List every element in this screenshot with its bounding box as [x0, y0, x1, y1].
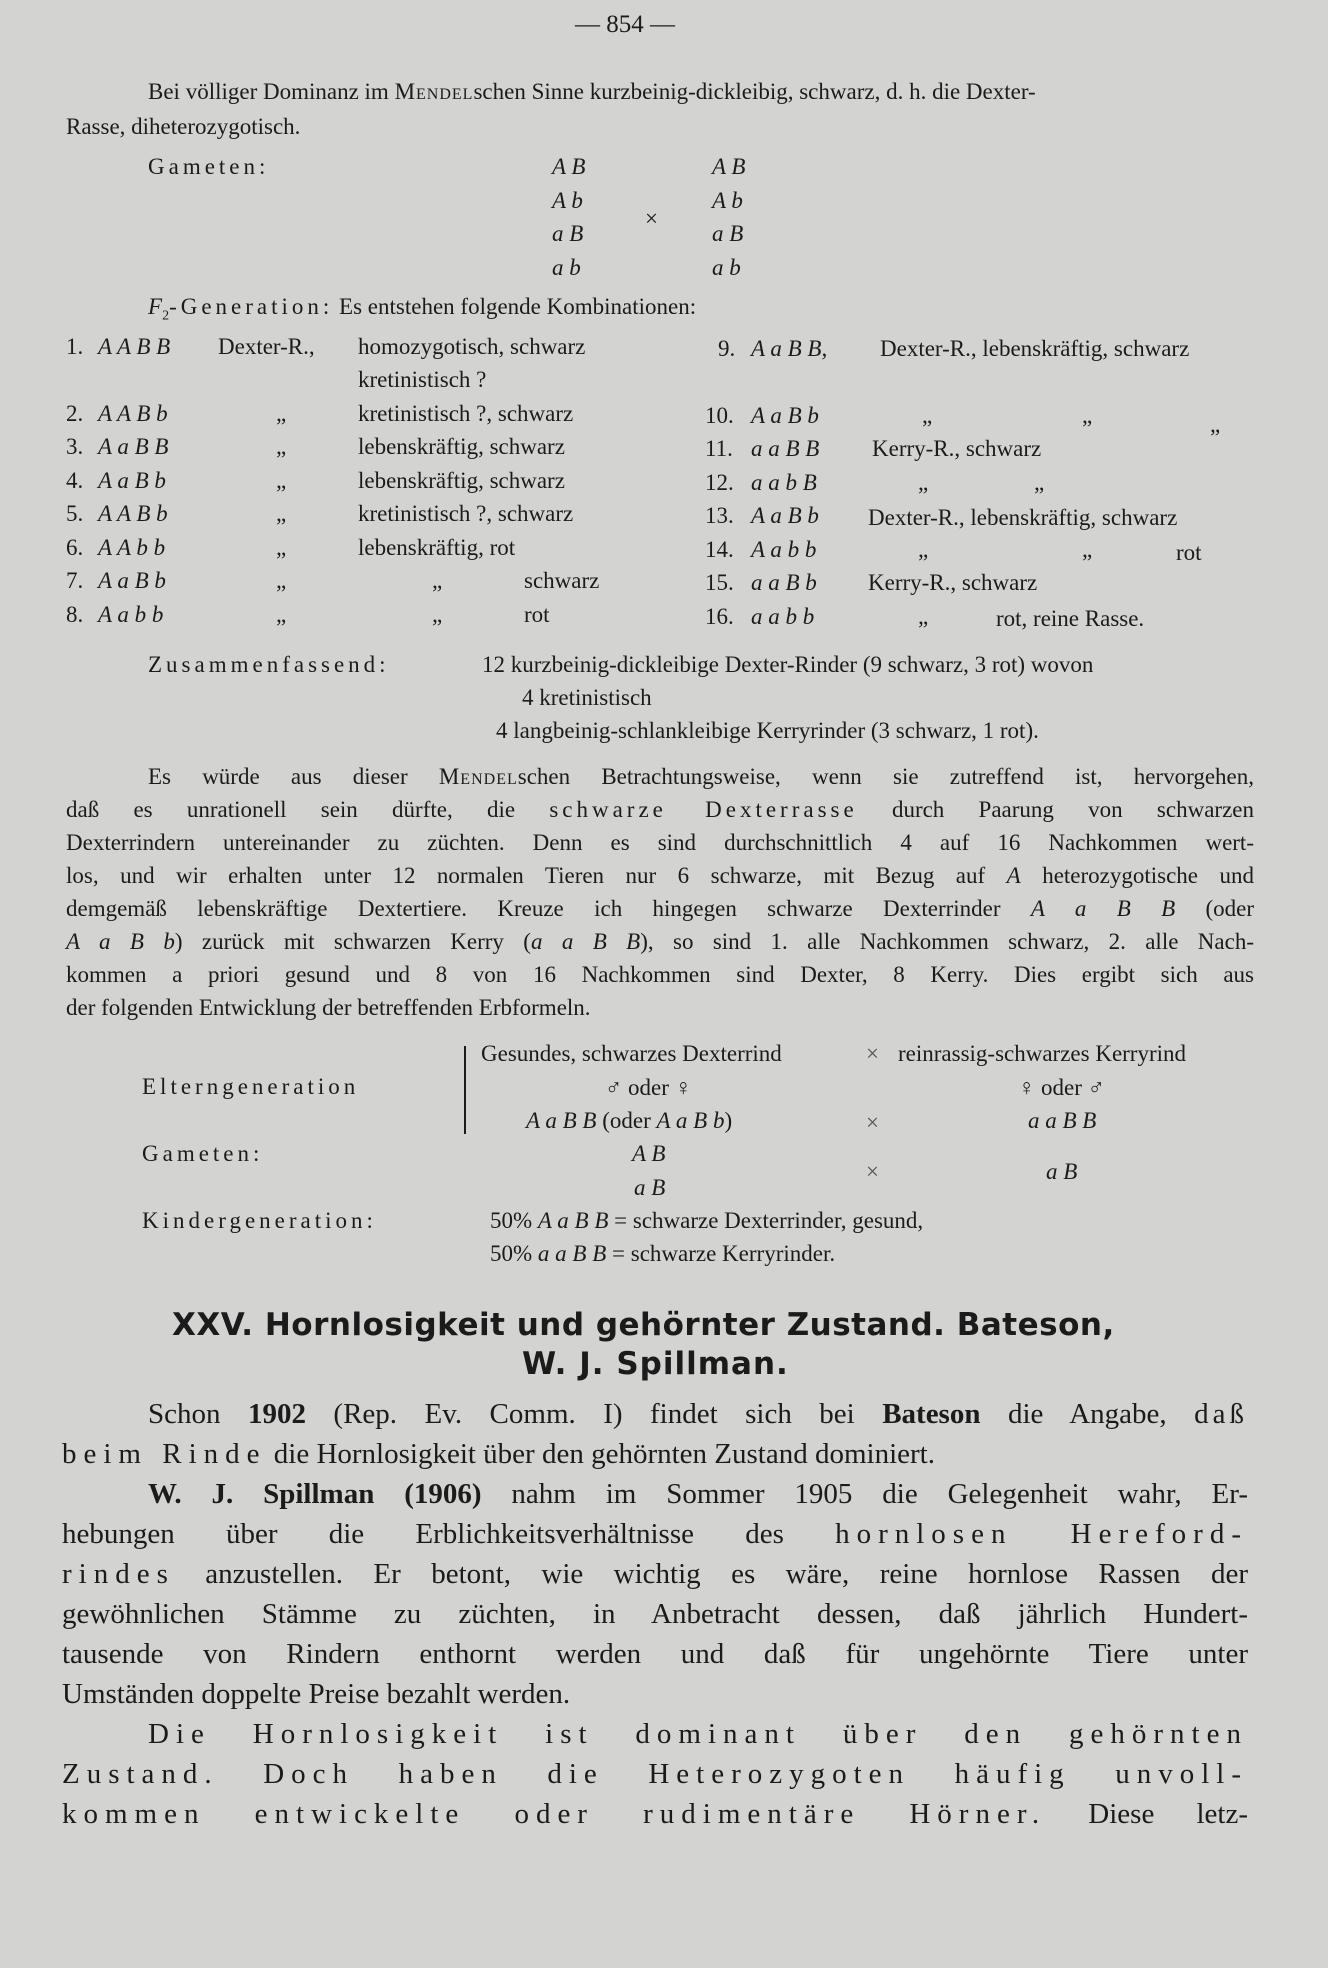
intro-text: schen Sinne kurzbeinig-dickleibig, schwarz, d. h. die Dexter- — [473, 79, 1036, 104]
combo-genotype: A a B b — [751, 403, 819, 428]
gamete-left-2: A b — [552, 188, 583, 213]
combo-desc: Dexter-R., lebenskräftig, schwarz — [880, 336, 1190, 361]
para-line — [148, 1714, 1248, 1754]
text: hebungen über die Erblichkeitsverhältnisse des — [62, 1518, 836, 1550]
genotype: A a B b — [66, 929, 175, 954]
summary-label: Zusammenfassend: — [148, 652, 390, 677]
gamete-right-4: a b — [712, 255, 741, 280]
text: ) zurück mit schwarzen Kerry ( — [174, 929, 531, 954]
combo-desc: lebenskräftig, schwarz — [358, 468, 565, 493]
year: 1902 — [247, 1398, 306, 1430]
genotype: a a B B — [537, 1241, 607, 1266]
combo-desc: homozygotisch, schwarz — [358, 334, 586, 359]
summary-line-3: 4 langbeinig-schlankleibige Kerryrinder (3 schwarz, 1 rot). — [496, 718, 1039, 743]
para-line — [148, 1474, 1248, 1514]
combo-desc: Kerry-R., schwarz — [872, 436, 1042, 461]
gamete-right: a B — [1046, 1159, 1078, 1184]
para-line — [62, 1594, 1248, 1634]
text: anzustellen. Er betont, wie wichtig es wäre, reine hornlose Rassen der — [174, 1558, 1248, 1590]
text: (oder — [596, 1108, 657, 1133]
combo-genotype: a a B b — [751, 570, 817, 595]
text: Diese letz- — [1046, 1798, 1248, 1830]
combo-genotype: A A B b — [98, 401, 168, 426]
spaced-text: schwarze Dexterrasse — [549, 797, 858, 822]
combo-genotype: A a B b — [98, 468, 166, 493]
spaced-text: rindes — [62, 1558, 175, 1590]
combo-genotype: A a B b — [751, 503, 819, 528]
f2-heading — [148, 292, 696, 332]
ditto-mark: „ — [432, 568, 443, 593]
combo-number: 15. — [705, 570, 734, 595]
text: schen Betrachtungsweise, wenn sie zutreffend ist, hervorgehen, — [517, 764, 1254, 789]
ditto-mark: „ — [1034, 470, 1045, 495]
f2-f: F — [148, 294, 163, 319]
combo-desc: kretinistisch ?, schwarz — [358, 401, 574, 426]
combo-number: 11. — [705, 436, 733, 461]
ditto-mark: „ — [1082, 403, 1093, 428]
gametes-label: Gameten: — [148, 154, 270, 179]
text: Es würde aus dieser — [148, 764, 439, 789]
para-line — [148, 1394, 1248, 1434]
text: Schon — [148, 1398, 248, 1430]
intro-line-2: Rasse, diheterozygotisch. — [66, 114, 301, 139]
genotype: a a B B — [530, 929, 641, 954]
para-line: Umständen doppelte Preise bezahlt werden. — [62, 1678, 571, 1710]
text: kommen a priori gesund und 8 von 16 Nachkommen sind Dexter, 8 Kerry. Dies ergibt sich aus — [66, 962, 1254, 987]
para-line — [62, 1634, 1248, 1674]
ditto-mark: „ — [276, 434, 287, 459]
combo-desc: Kerry-R., schwarz — [868, 570, 1038, 595]
text: = schwarze Kerryrinder. — [612, 1241, 836, 1266]
intro-line-1 — [148, 77, 1036, 107]
cross-sign: × — [866, 1110, 879, 1135]
text: (oder — [1175, 896, 1255, 921]
combo-desc: schwarz — [524, 568, 600, 593]
genotype: A — [1006, 863, 1021, 888]
ditto-mark: „ — [1082, 537, 1093, 562]
ditto-mark: „ — [918, 470, 929, 495]
combo-genotype: A a B B — [98, 434, 169, 459]
intro-text: Bei völliger Dominanz im — [148, 79, 395, 104]
para-line — [62, 1514, 1248, 1554]
combo-desc: Dexter-R., lebenskräftig, schwarz — [868, 505, 1178, 530]
text: (Rep. Ev. Comm. I) findet sich bei — [305, 1398, 883, 1430]
combo-desc: lebenskräftig, rot — [358, 535, 516, 560]
ditto-mark: „ — [918, 537, 929, 562]
genotype: A a B B — [526, 1108, 597, 1133]
text: Dexterrindern untereinander zu züchten. Denn es sind durchschnittlich 4 auf 16 Nachkommen wert- — [66, 830, 1254, 855]
combo-number: 16. — [705, 604, 734, 629]
cross-sign: × — [866, 1159, 879, 1184]
para-line — [148, 762, 1254, 792]
gamete-left-2: a B — [634, 1175, 666, 1200]
combo-genotype: A a B B, — [751, 336, 828, 361]
children-line-2 — [490, 1239, 835, 1269]
percent: 50% — [490, 1241, 533, 1266]
text: = schwarze Dexterrinder, gesund, — [614, 1208, 924, 1233]
ditto-mark: „ — [276, 401, 287, 426]
para-line — [62, 1754, 1248, 1794]
text: ), so sind 1. alle Nachkommen schwarz, 2. alle Nach- — [640, 929, 1254, 954]
text: die Hornlosigkeit über den gehörnten Zustand dominiert. — [266, 1438, 935, 1470]
children-line-1 — [490, 1206, 923, 1236]
ditto-mark: „ — [276, 501, 287, 526]
para-line — [66, 960, 1254, 990]
para-line — [62, 1554, 1248, 1594]
spaced-text: daß — [1194, 1398, 1249, 1430]
spaced-text: hornlosen Hereford- — [835, 1518, 1248, 1550]
children-label: Kindergeneration: — [142, 1208, 377, 1233]
f2-sub: 2 — [162, 308, 170, 324]
parent-right-sex: ♀ oder ♂ — [1018, 1075, 1105, 1100]
para-line — [66, 861, 1254, 891]
combo-genotype: A a b b — [98, 602, 164, 627]
text: demgemäß lebenskräftige Dextertiere. Kreuze ich hingegen schwarze Dexterrinder — [66, 896, 1031, 921]
para-line — [66, 795, 1254, 825]
spaced-text: beim Rinde — [62, 1438, 267, 1470]
combo-genotype: A A b b — [98, 535, 166, 560]
text: ) — [724, 1108, 733, 1133]
parent-left-title: Gesundes, schwarzes Dexterrind — [481, 1041, 782, 1066]
ditto-mark: „ — [276, 602, 287, 627]
combo-desc: kretinistisch ?, schwarz — [358, 501, 574, 526]
gamete-left-1: A B — [632, 1141, 666, 1166]
percent: 50% — [490, 1208, 533, 1233]
genotype: A a B B — [537, 1208, 609, 1233]
parents-label: Elterngeneration — [142, 1074, 360, 1099]
spaced-text: kommen entwickelte oder rudimentäre Hörner. — [62, 1798, 1047, 1830]
text: gewöhnlichen Stämme zu züchten, in Anbetracht dessen, daß jährlich Hundert- — [62, 1598, 1248, 1630]
combo-number: 5. — [66, 501, 84, 526]
combo-desc: rot — [524, 602, 550, 627]
combo-number: 1. — [66, 334, 84, 359]
combo-genotype: a a b B — [751, 470, 817, 495]
ditto-mark: „ — [432, 602, 443, 627]
combo-number: 3. — [66, 434, 84, 459]
combo-number: 6. — [66, 535, 84, 560]
gamete-right-2: A b — [712, 188, 743, 213]
cross-sign: × — [866, 1041, 879, 1066]
combo-number: 10. — [705, 403, 734, 428]
gamete-left-4: a b — [552, 255, 581, 280]
summary-line-1: 12 kurzbeinig-dickleibige Dexter-Rinder (9 schwarz, 3 rot) wovon — [482, 652, 1094, 677]
gamete-left-1: A B — [552, 154, 586, 179]
combo-number: 12. — [705, 470, 734, 495]
combo-genotype: A a b b — [751, 537, 817, 562]
para-line — [66, 927, 1254, 957]
spaced-text: Die Hornlosigkeit ist dominant über den gehörnten — [148, 1718, 1248, 1750]
genotype: A a B B — [1030, 896, 1176, 921]
combo-race: Dexter-R., — [218, 334, 315, 359]
combo-desc-2: kretinistisch ? — [358, 367, 487, 392]
para-line — [66, 894, 1254, 924]
combo-number: 14. — [705, 537, 734, 562]
combo-genotype: a a B B — [751, 436, 820, 461]
mendel-name: Mendel — [438, 764, 518, 789]
combo-number: 8. — [66, 602, 84, 627]
ditto-mark: „ — [276, 568, 287, 593]
combo-number: 4. — [66, 468, 84, 493]
ditto-mark: „ — [1210, 412, 1221, 437]
text: los, und wir erhalten unter 12 normalen Tieren nur 6 schwarze, mit Bezug auf — [66, 863, 1007, 888]
para-line — [62, 1434, 935, 1474]
para-line: der folgenden Entwicklung der betreffenden Erbformeln. — [66, 995, 591, 1020]
combo-number: 7. — [66, 568, 84, 593]
combo-number: 9. — [718, 336, 736, 361]
text: tausende von Rindern enthornt werden und daß für ungehörnte Tiere unter — [62, 1638, 1248, 1670]
combo-genotype: A A B b — [98, 501, 168, 526]
gamete-left-3: a B — [552, 221, 584, 246]
combo-number: 2. — [66, 401, 84, 426]
text: daß es unrationell sein dürfte, die — [66, 797, 550, 822]
ditto-mark: „ — [276, 468, 287, 493]
para-line — [62, 1794, 1248, 1834]
ditto-mark: „ — [922, 403, 933, 428]
section-title-line-1: XXV. Hornlosigkeit und gehörnter Zustand. Bateson, — [172, 1307, 1115, 1343]
combo-desc: rot — [1176, 540, 1202, 565]
section-title-line-2: W. J. Spillman. — [522, 1346, 789, 1382]
text: nahm im Sommer 1905 die Gelegenheit wahr, Er- — [481, 1478, 1248, 1510]
mendel-name: Mendel — [394, 79, 474, 104]
combo-genotype: A A B B — [98, 334, 171, 359]
ditto-mark: „ — [276, 535, 287, 560]
combo-genotype: a a b b — [751, 604, 815, 629]
page-number: — 854 — — [575, 11, 675, 38]
parent-right-genotype: a a B B — [1028, 1108, 1097, 1133]
spaced-text: Zustand. Doch haben die Heterozygoten häufig unvoll- — [62, 1758, 1248, 1790]
para-line — [66, 828, 1254, 858]
cross-sign: × — [645, 206, 658, 231]
summary-line-2: 4 kretinistisch — [522, 685, 652, 710]
parent-right-title: reinrassig-schwarzes Kerryrind — [898, 1041, 1187, 1066]
text: durch Paarung von schwarzen — [857, 797, 1254, 822]
f2-label: -Generation: — [169, 294, 334, 319]
ditto-mark: „ — [918, 604, 929, 629]
gametes-label: Gameten: — [142, 1141, 264, 1166]
combo-desc: lebenskräftig, schwarz — [358, 434, 565, 459]
author-name: W. J. Spillman (1906) — [148, 1478, 482, 1510]
brace — [464, 1046, 466, 1134]
gamete-right-1: A B — [712, 154, 746, 179]
parent-left-sex: ♂ oder ♀ — [605, 1075, 692, 1100]
text: heterozygotische und — [1020, 863, 1254, 888]
combo-desc: rot, reine Rasse. — [996, 606, 1145, 631]
genotype: A a B b — [656, 1108, 725, 1133]
combo-genotype: A a B b — [98, 568, 166, 593]
f2-text: Es entstehen folgende Kombinationen: — [339, 294, 697, 319]
author-name: Bateson — [882, 1398, 981, 1430]
gamete-right-3: a B — [712, 221, 744, 246]
text: die Angabe, — [980, 1398, 1195, 1430]
parent-left-genotype — [526, 1106, 732, 1136]
combo-number: 13. — [705, 503, 734, 528]
